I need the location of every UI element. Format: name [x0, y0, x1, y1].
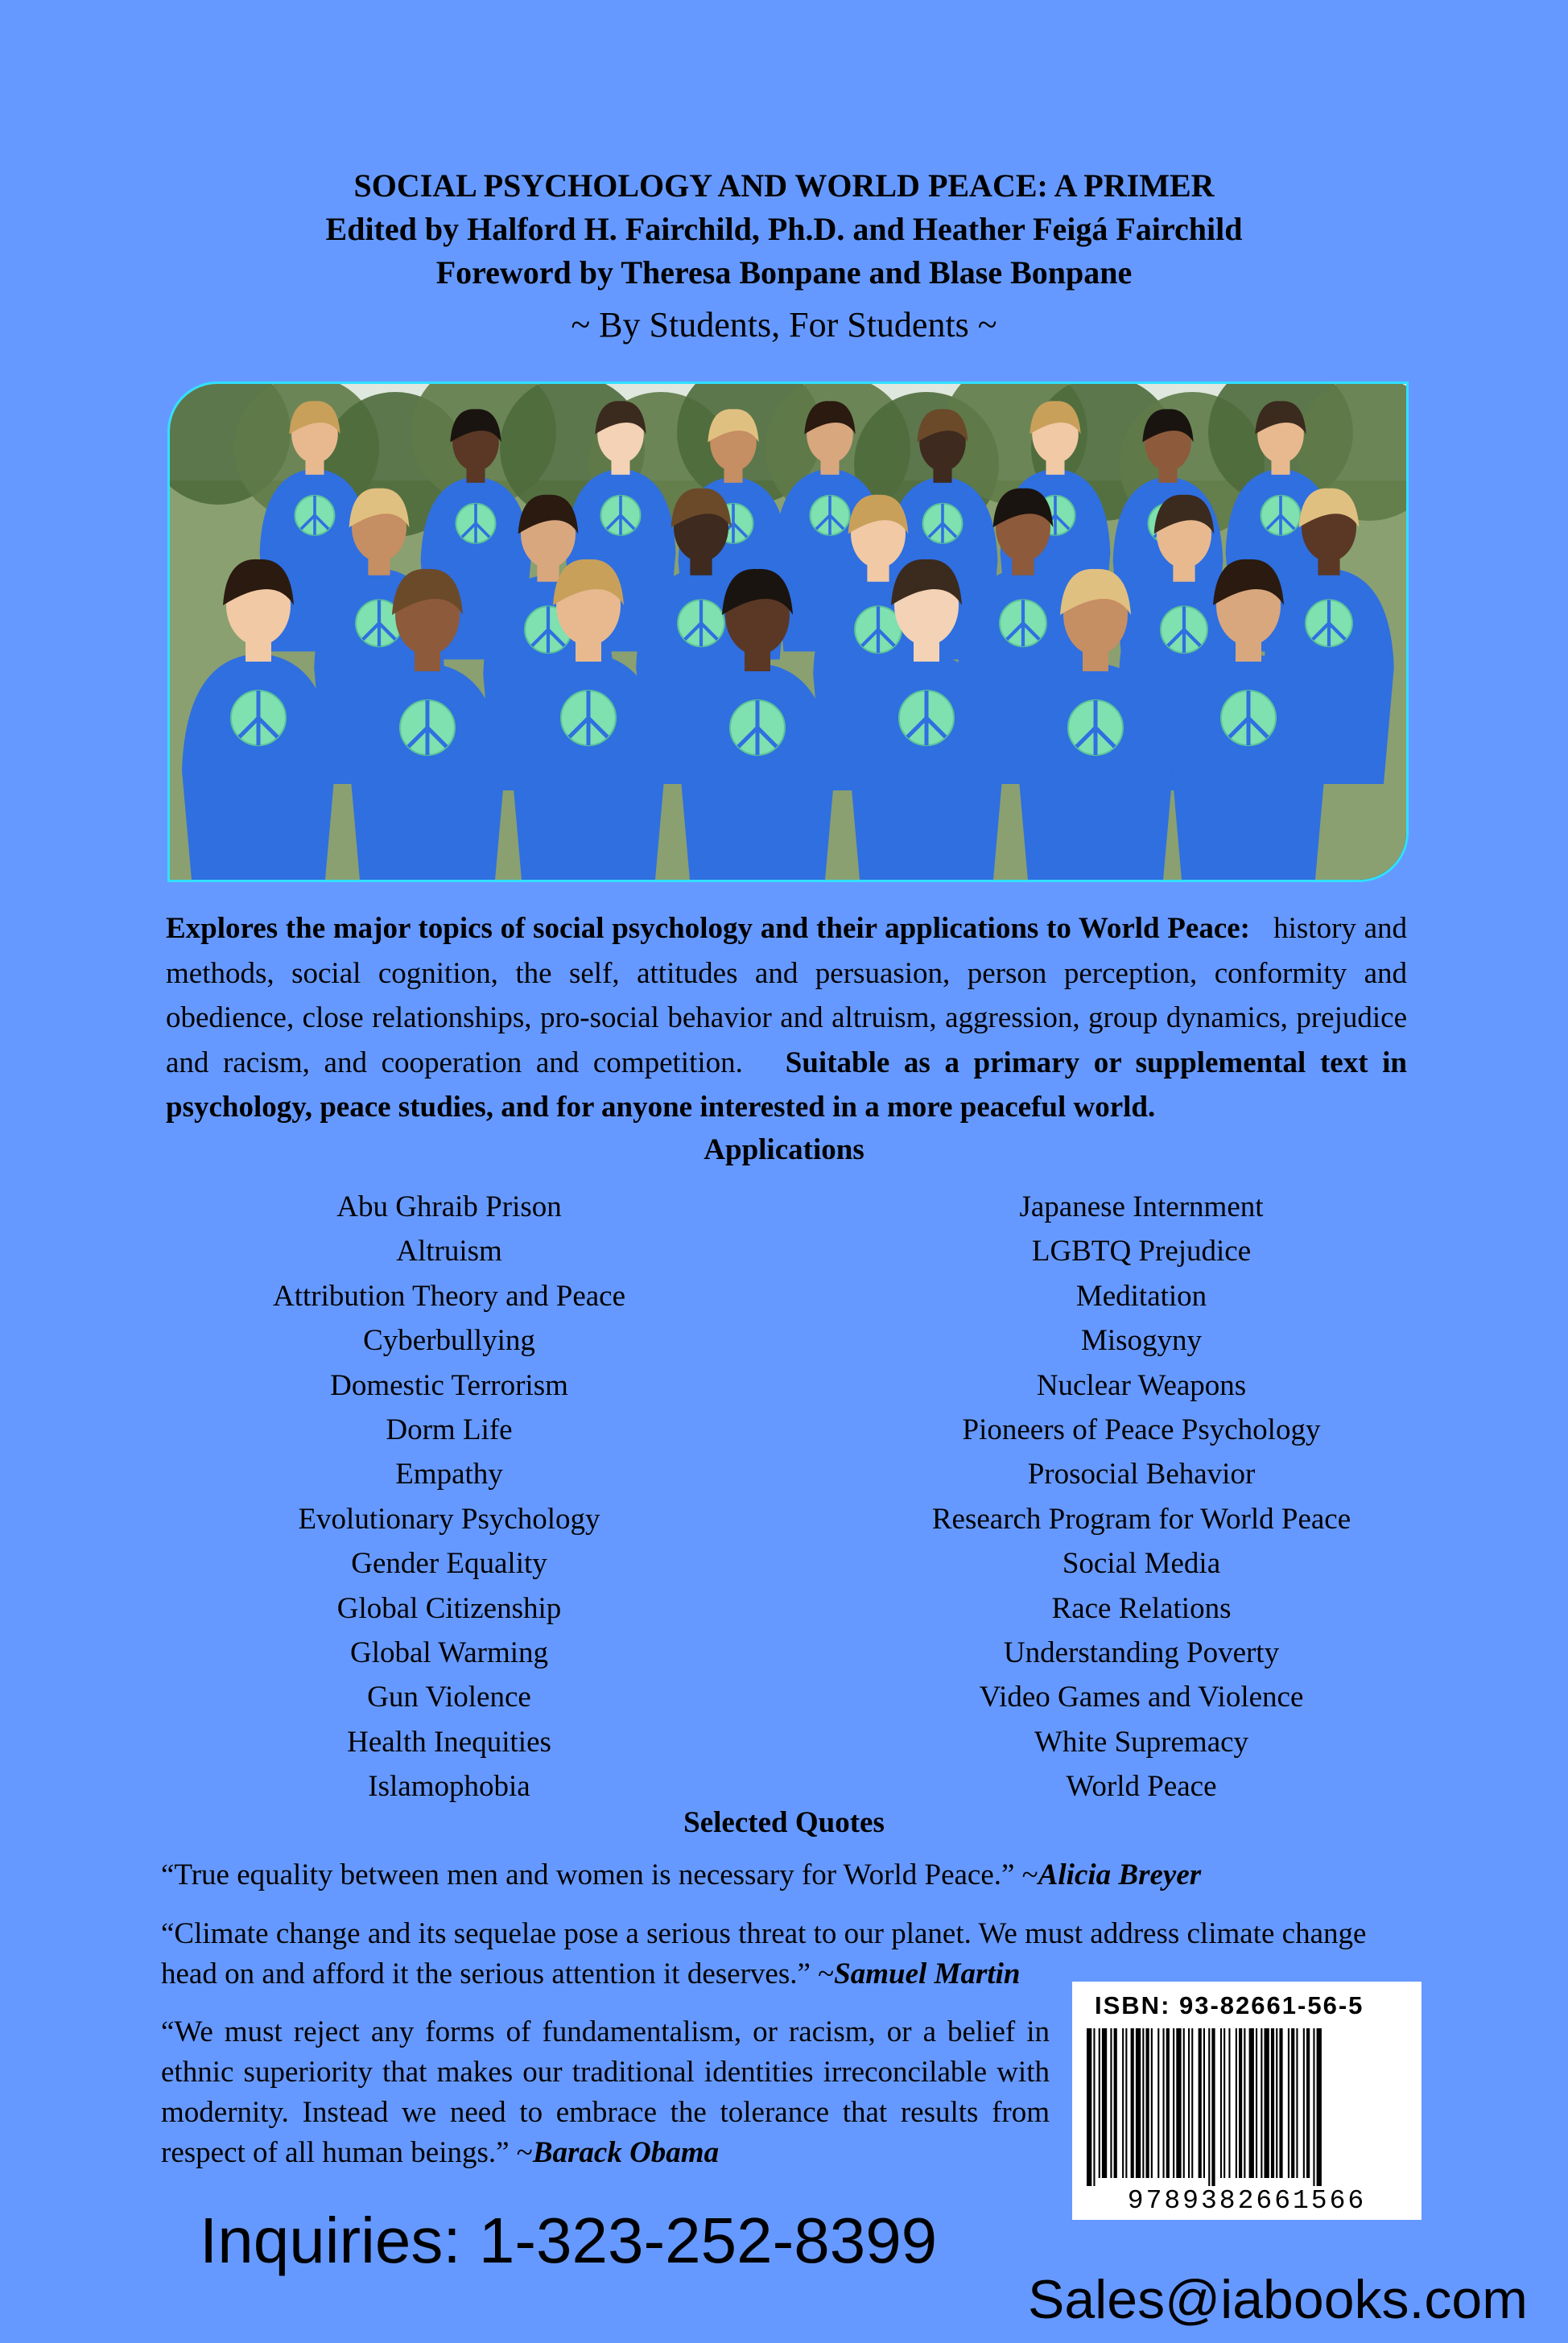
barcode-bar — [1122, 2028, 1124, 2178]
application-item: Meditation — [1075, 1279, 1207, 1313]
application-item: Empathy — [395, 1458, 503, 1491]
barcode-bar — [1183, 2028, 1185, 2178]
isbn-digits: 9789382661566 — [1127, 2186, 1367, 2216]
application-item: Misogyny — [1080, 1324, 1203, 1358]
description-lead: Explores the major topics of social psychology and their applications to World Peace: — [166, 912, 1250, 945]
application-item: Altruism — [396, 1235, 502, 1268]
student-group-photo — [167, 382, 1409, 882]
application-item: World Peace — [1066, 1770, 1217, 1804]
applications-left-column — [159, 1185, 739, 1809]
barcode-bar — [1256, 2028, 1257, 2178]
quote-author: Samuel Martin — [834, 1957, 1021, 1990]
application-item: Global Warming — [349, 1636, 549, 1669]
application-item: Attribution Theory and Peace — [272, 1279, 626, 1313]
barcode-bar — [1288, 2028, 1289, 2178]
barcode-bar — [1142, 2028, 1144, 2178]
application-item: Pioneers of Peace Psychology — [962, 1413, 1321, 1446]
editors-line: Edited by Halford H. Fairchild, Ph.D. and Heather Feigá Fairchild — [325, 211, 1243, 247]
sales-email: Sales@iabooks.com — [1028, 2269, 1528, 2330]
barcode-bar — [1166, 2028, 1170, 2178]
barcode-bar — [1191, 2028, 1193, 2178]
application-item: Gender Equality — [351, 1547, 547, 1581]
application-item: Health Inequities — [347, 1725, 551, 1759]
application-item: White Supremacy — [1034, 1725, 1249, 1759]
barcode-bar — [1261, 2028, 1262, 2178]
book-title: SOCIAL PSYCHOLOGY AND WORLD PEACE: A PRIMER — [353, 167, 1215, 204]
barcode-bar — [1087, 2028, 1091, 2186]
barcode-bar — [1317, 2028, 1322, 2186]
book-description — [166, 906, 1407, 1130]
barcode-bar — [1244, 2028, 1245, 2178]
application-item: Global Citizenship — [336, 1591, 562, 1625]
isbn-barcode-box — [1072, 1982, 1422, 2220]
quote-author: Barack Obama — [532, 2136, 720, 2169]
quote-text: “True equality between men and women is necessary for World Peace.” ~ — [161, 1858, 1038, 1891]
application-item: Social Media — [1062, 1547, 1221, 1581]
barcode-bar — [1228, 2028, 1230, 2178]
barcode-bar — [1102, 2028, 1107, 2178]
foreword-line: Foreword by Theresa Bonpane and Blase Bonpane — [435, 254, 1133, 291]
application-item: Research Program for World Peace — [931, 1502, 1351, 1536]
description-suitability: Suitable as a primary or supplemental text in psychology, peace studies, and for anyone interested in a more peaceful world. — [166, 1046, 1407, 1124]
quote-text: “We must reject any forms of fundamentalism, or racism, or a belief in ethnic superiority that makes our traditional identities irreconcilable with modernity. Instead we need to embrace the tolerance that results from respect of all human beings.” ~ — [161, 2015, 1050, 2169]
applications-heading: Applications — [704, 1133, 864, 1166]
application-item: Nuclear Weapons — [1036, 1368, 1247, 1402]
inquiries-phone: Inquiries: 1-323-252-8399 — [200, 2205, 938, 2276]
quote-text: “Climate change and its sequelae pose a serious threat to our planet. We must address climate change head on and afford it the serious attention it deserves.” ~ — [161, 1917, 1367, 1990]
barcode-bar — [1151, 2028, 1153, 2178]
photo-illustration — [170, 384, 1406, 880]
barcode-bar — [1173, 2028, 1174, 2178]
barcode-bar — [1265, 2028, 1269, 2178]
barcode-bar — [1306, 2028, 1310, 2178]
quotes-heading: Selected Quotes — [683, 1806, 885, 1839]
barcode-bar — [1303, 2028, 1305, 2178]
application-item: LGBTQ Prejudice — [1031, 1235, 1252, 1268]
barcode-bar — [1125, 2028, 1127, 2178]
application-item: Cyberbullying — [363, 1324, 535, 1358]
isbn-label: ISBN: 93-82661-56-5 — [1095, 1991, 1364, 2019]
quote-author: Alicia Breyer — [1038, 1858, 1202, 1891]
barcode-bar — [1136, 2028, 1141, 2178]
barcode-bar — [1249, 2028, 1254, 2178]
barcode-bar — [1223, 2028, 1225, 2178]
barcode-bar — [1236, 2028, 1237, 2178]
application-item: Evolutionary Psychology — [298, 1502, 600, 1536]
barcode-bar — [1163, 2028, 1165, 2178]
application-item: Japanese Internment — [1019, 1190, 1264, 1223]
barcode-bar — [1099, 2028, 1100, 2178]
barcode-bar — [1157, 2028, 1159, 2178]
barcode-bar — [1271, 2028, 1274, 2178]
barcode-bar — [1176, 2028, 1181, 2178]
application-item: Islamophobia — [368, 1770, 530, 1804]
barcode-bar — [1313, 2028, 1314, 2186]
barcode-bar — [1188, 2028, 1190, 2178]
barcode-bar — [1110, 2028, 1112, 2178]
application-item: Race Relations — [1051, 1591, 1232, 1625]
barcode-icon — [1080, 2028, 1413, 2186]
application-item: Abu Ghraib Prison — [336, 1190, 562, 1223]
barcode-bar — [1296, 2028, 1298, 2178]
description-topics: history and methods, social cognition, the self, attitudes and persuasion, person perception, conformity and obedience, close relationships, pro-social behavior and altruism, aggression, group dynamics, prejudice and racism, and cooperation and competition. — [166, 912, 1408, 1079]
barcode-bar — [1199, 2028, 1202, 2178]
application-item: Gun Violence — [367, 1681, 531, 1714]
barcode-bar — [1203, 2028, 1205, 2178]
quote-1 — [161, 1855, 1417, 1895]
barcode-bar — [1208, 2028, 1210, 2186]
application-item: Understanding Poverty — [1003, 1636, 1280, 1669]
barcode-bar — [1279, 2028, 1282, 2178]
barcode-bar — [1291, 2028, 1294, 2178]
barcode-bar — [1131, 2028, 1134, 2178]
application-item: Prosocial Behavior — [1027, 1458, 1256, 1491]
barcode-bar — [1093, 2028, 1095, 2186]
quote-3 — [161, 2012, 1050, 2173]
barcode-bar — [1211, 2028, 1215, 2186]
barcode-bar — [1220, 2028, 1222, 2178]
tagline: ~ By Students, For Students ~ — [571, 305, 997, 344]
application-item: Video Games and Violence — [979, 1681, 1304, 1714]
barcode-bar — [1114, 2028, 1117, 2178]
applications-right-column — [852, 1185, 1431, 1809]
barcode-bar — [1146, 2028, 1149, 2178]
barcode-bar — [1239, 2028, 1242, 2178]
barcode-bar — [1276, 2028, 1277, 2178]
application-item: Dorm Life — [386, 1413, 513, 1446]
application-item: Domestic Terrorism — [330, 1368, 568, 1402]
